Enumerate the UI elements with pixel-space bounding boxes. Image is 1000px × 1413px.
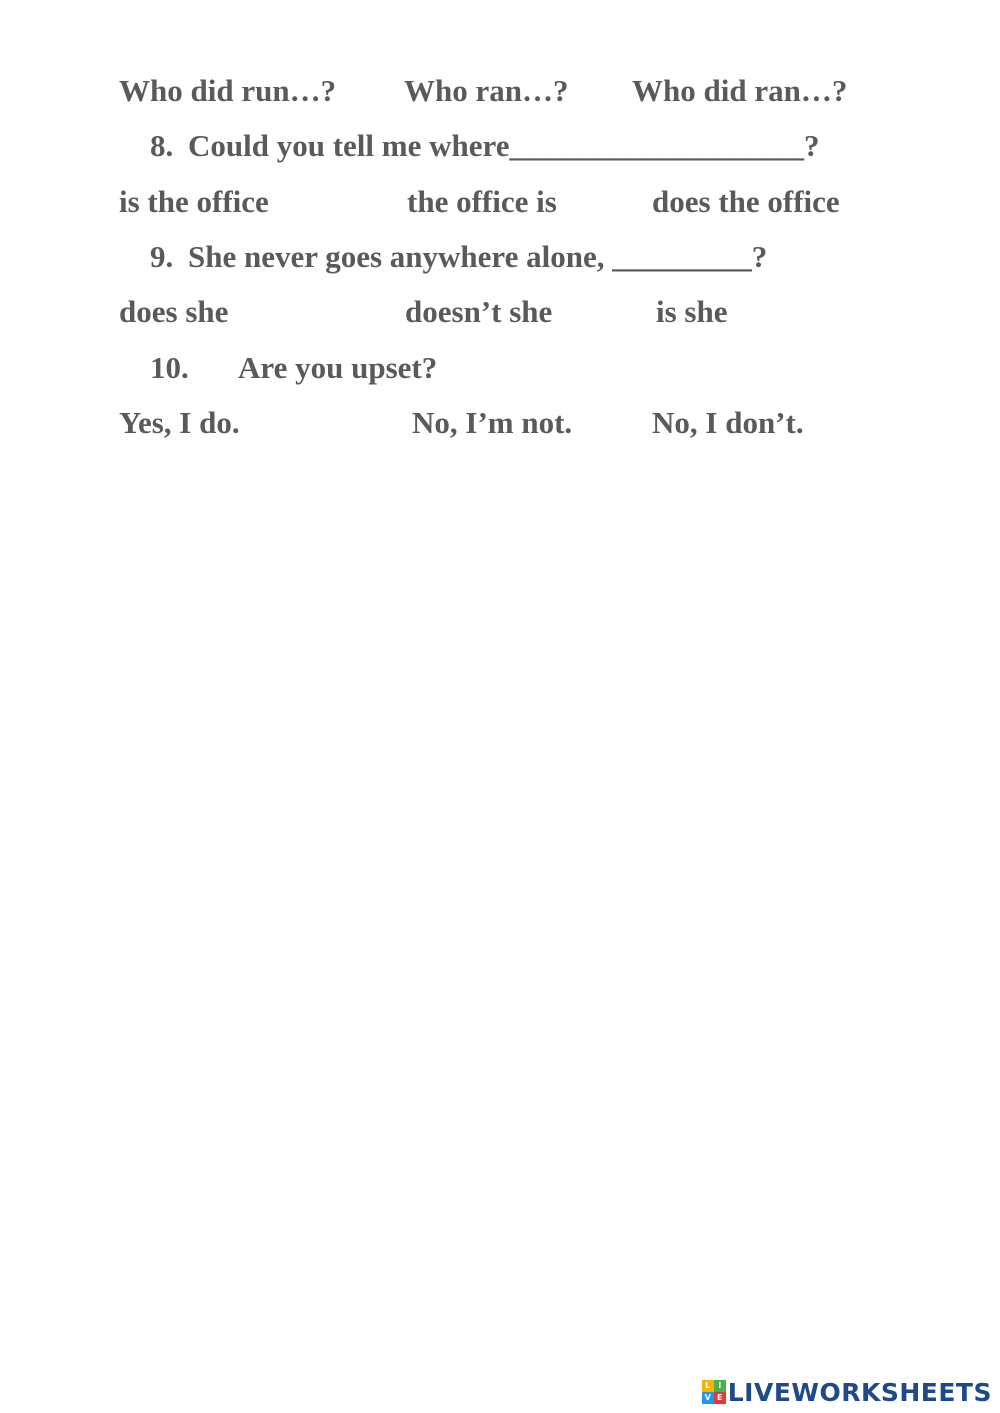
logo-square-3: V: [702, 1392, 714, 1404]
q9-number: 9.: [150, 239, 174, 274]
q8-option-a[interactable]: is the office: [119, 184, 269, 219]
logo-square-1: L: [702, 1380, 714, 1392]
q10-option-b[interactable]: No, I’m not.: [412, 405, 573, 440]
q7-option-c[interactable]: Who did ran…?: [632, 73, 848, 108]
liveworksheets-watermark: [702, 1377, 992, 1407]
logo-square-4: E: [714, 1392, 726, 1404]
q10-number: 10.: [150, 350, 189, 385]
q8-option-b[interactable]: the office is: [407, 184, 557, 219]
q8-option-c[interactable]: does the office: [652, 184, 840, 219]
q10-question-text: Are you upset?: [238, 350, 438, 385]
q9-option-a[interactable]: does she: [119, 294, 229, 329]
q7-option-b[interactable]: Who ran…?: [404, 73, 569, 108]
q9-option-c[interactable]: is she: [656, 294, 728, 329]
q8-number: 8.: [150, 128, 174, 163]
q9-question-text: She never goes anywhere alone, _________?: [188, 239, 768, 274]
liveworksheets-logo-icon: [702, 1380, 726, 1404]
watermark-text: LIVEWORKSHEETS: [727, 1377, 992, 1407]
q9-option-b[interactable]: doesn’t she: [405, 294, 553, 329]
q10-option-a[interactable]: Yes, I do.: [119, 405, 240, 440]
logo-square-2: I: [714, 1380, 726, 1392]
q8-question-text: Could you tell me where___________________?: [188, 128, 820, 163]
q10-option-c[interactable]: No, I don’t.: [652, 405, 804, 440]
q7-option-a[interactable]: Who did run…?: [119, 73, 337, 108]
